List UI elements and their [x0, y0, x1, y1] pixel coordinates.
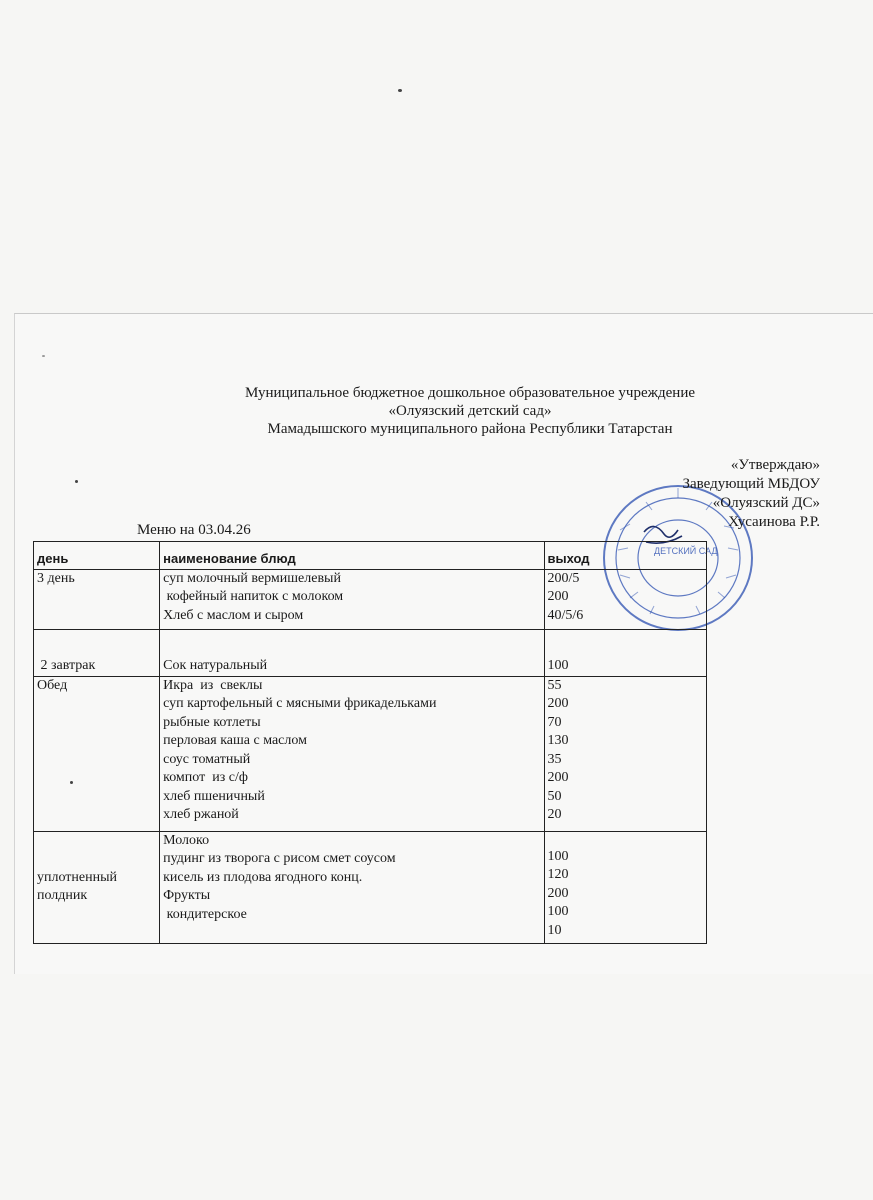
header-line-1: Муниципальное бюджетное дошкольное образовательное учреждение — [245, 385, 695, 401]
day-cell: Обед — [34, 676, 160, 831]
table-row — [34, 629, 707, 676]
dish-item: Молоко — [163, 832, 210, 848]
output-value: 130 — [547, 733, 569, 748]
table-row — [34, 676, 707, 831]
output-value: 55 — [547, 677, 562, 693]
header-line-3: Мамадышского муниципального района Республики Татарстан — [267, 421, 673, 437]
output-value: 10 — [547, 922, 562, 938]
scan-speck — [42, 355, 45, 357]
dish-item: пудинг из творога с рисом смет соусом — [163, 851, 396, 866]
dish-item: кондитерское — [163, 906, 247, 922]
dish-item: хлеб пшеничный — [163, 788, 265, 804]
day-cell: 2 завтрак — [34, 629, 160, 676]
dishes-cell — [160, 569, 544, 629]
dish-item: Сок натуральный — [160, 629, 544, 676]
header-output: выход — [544, 542, 706, 570]
day-cell — [34, 831, 160, 943]
scan-speck — [398, 89, 402, 92]
dish-item: хлеб ржаной — [163, 807, 239, 822]
dish-item: кофейный напиток с молоком — [163, 589, 344, 604]
stamp-text: ДЕТСКИЙ САД — [654, 546, 718, 556]
output-value: 200 — [547, 885, 569, 901]
day-label-line-1: уплотненный — [37, 869, 118, 885]
approval-line-1: «Утверждаю» — [730, 457, 820, 473]
dish-item: перловая каша с маслом — [163, 733, 307, 748]
dish-item: суп картофельный с мясными фрикадельками — [163, 696, 437, 711]
output-value: 50 — [547, 788, 562, 804]
output-value: 100 — [547, 904, 569, 919]
menu-title: Меню на 03.04.26 — [137, 522, 251, 538]
table-row — [34, 831, 707, 943]
approval-block — [600, 456, 820, 532]
approval-line-3: «Олуязский ДС» — [712, 495, 820, 511]
scan-speck — [75, 480, 78, 483]
organization-header — [150, 384, 790, 438]
dish-item: кисель из плодова ягодного конц. — [163, 869, 363, 885]
header-day: день — [34, 542, 160, 570]
day-cell: 3 день — [34, 569, 160, 629]
table-header-row — [34, 542, 707, 570]
output-value: 200 — [547, 770, 569, 785]
header-dish: наименование блюд — [160, 542, 544, 570]
output-value: 35 — [547, 751, 562, 767]
output-value: 40/5/6 — [547, 607, 584, 623]
output-value: 200 — [547, 696, 569, 711]
dishes-cell — [160, 676, 544, 831]
outputs-cell — [544, 676, 706, 831]
dish-item: суп молочный вермишелевый — [163, 570, 341, 586]
approval-line-2: Заведующий МБДОУ — [682, 476, 820, 492]
dish-item: Икра из свеклы — [163, 677, 263, 693]
dishes-cell — [160, 831, 544, 943]
day-label-line-2: полдник — [37, 888, 88, 903]
output-value: 70 — [547, 714, 562, 730]
menu-table — [33, 541, 707, 944]
approval-signature: Хусаинова Р.Р. — [728, 514, 820, 530]
output-value: 200/5 — [547, 570, 580, 586]
table-row — [34, 569, 707, 629]
output-value: 100 — [544, 629, 706, 676]
output-value: 100 — [547, 848, 569, 864]
outputs-cell — [544, 569, 706, 629]
header-line-2: «Олуязский детский сад» — [388, 403, 552, 419]
dish-item: рыбные котлеты — [163, 714, 261, 730]
dish-item: соус томатный — [163, 751, 251, 767]
dish-item: Фрукты — [163, 888, 211, 903]
outputs-cell — [544, 831, 706, 943]
output-value: 20 — [547, 807, 562, 822]
output-value: 200 — [547, 589, 569, 604]
dish-item: компот из с/ф — [163, 770, 248, 785]
output-value: 120 — [547, 867, 569, 882]
dish-item: Хлеб с маслом и сыром — [163, 607, 304, 623]
